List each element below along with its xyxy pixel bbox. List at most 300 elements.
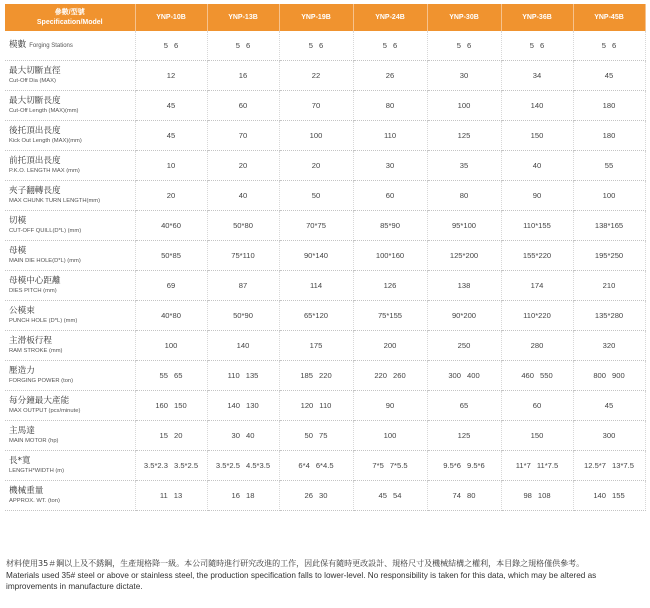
cell-value: 26 bbox=[304, 491, 313, 500]
table-row bbox=[5, 241, 645, 271]
cell-value: 35 bbox=[459, 161, 469, 170]
cell-value: 10 bbox=[166, 161, 176, 170]
cell-value: 40 bbox=[238, 191, 248, 200]
cell-value: 12 bbox=[166, 71, 176, 80]
row-label bbox=[5, 121, 135, 151]
row-label bbox=[5, 61, 135, 91]
cell-value: 3.5*2.3 bbox=[143, 461, 168, 470]
cell-value: 210 bbox=[602, 281, 616, 290]
cell-value: 155*220 bbox=[522, 251, 552, 260]
cell-value: 70 bbox=[238, 131, 248, 140]
row-label-en: LENGTH*WIDTH (m) bbox=[9, 467, 65, 474]
value-cell bbox=[279, 241, 353, 271]
value-cell bbox=[427, 31, 501, 61]
value-cell bbox=[207, 361, 279, 391]
cell-value: 125*200 bbox=[449, 251, 479, 260]
cell-value: 20 bbox=[311, 161, 321, 170]
cell-value: 45 bbox=[604, 401, 614, 410]
cell-value: 100 bbox=[457, 101, 471, 110]
value-cell bbox=[501, 121, 573, 151]
cell-value: 180 bbox=[602, 101, 616, 110]
cell-value: 140 bbox=[530, 101, 544, 110]
value-cell bbox=[573, 451, 645, 481]
value-cell bbox=[501, 91, 573, 121]
cell-value: 11 bbox=[159, 491, 168, 500]
row-label-en: Cut-Off Length (MAX)(mm) bbox=[9, 107, 79, 114]
cell-value: 85*90 bbox=[380, 221, 400, 230]
cell-value: 80 bbox=[385, 101, 395, 110]
value-cell bbox=[207, 241, 279, 271]
row-label-zh: 機械重量 bbox=[9, 485, 44, 496]
value-cell bbox=[501, 211, 573, 241]
row-label-en: Forging Stations bbox=[29, 43, 73, 49]
header-row bbox=[5, 4, 645, 31]
cell-value: 75*110 bbox=[231, 251, 255, 260]
row-label bbox=[5, 211, 135, 241]
cell-value: 125 bbox=[457, 131, 471, 140]
cell-value: 95*100 bbox=[451, 221, 477, 230]
value-cell bbox=[427, 301, 501, 331]
table-row bbox=[5, 151, 645, 181]
value-cell bbox=[207, 391, 279, 421]
cell-value: 45 bbox=[378, 491, 387, 500]
cell-value: 30 bbox=[385, 161, 395, 170]
value-cell bbox=[353, 121, 427, 151]
cell-value: 126 bbox=[383, 281, 397, 290]
cell-value: 70 bbox=[311, 101, 321, 110]
row-label-zh: 後托頂出長度 bbox=[9, 125, 61, 136]
row-label bbox=[5, 391, 135, 421]
cell-value: 174 bbox=[530, 281, 544, 290]
value-cell bbox=[427, 121, 501, 151]
cell-value: 50 bbox=[304, 431, 313, 440]
row-label-en: P.K.O. LENGTH MAX (mm) bbox=[9, 167, 80, 174]
cell-value: 60 bbox=[532, 401, 542, 410]
value-cell bbox=[135, 91, 207, 121]
row-label-zh: 夾子翻轉長度 bbox=[9, 185, 61, 196]
cell-value: 140 bbox=[236, 341, 250, 350]
cell-value: 65*120 bbox=[303, 311, 329, 320]
model-header: YNP-10B bbox=[135, 4, 207, 31]
row-label-en: MAX CHUNK TURN LENGTH(mm) bbox=[9, 197, 101, 204]
cell-value: 90*140 bbox=[303, 251, 329, 260]
cell-value: 50*80 bbox=[233, 221, 253, 230]
row-label bbox=[5, 181, 135, 211]
value-cell bbox=[207, 91, 279, 121]
value-cell bbox=[573, 31, 645, 61]
cell-value: 9.5*6 bbox=[467, 461, 485, 470]
value-cell bbox=[353, 451, 427, 481]
cell-value: 5 bbox=[529, 41, 534, 50]
cell-value: 20 bbox=[174, 431, 183, 440]
cell-value: 40*60 bbox=[161, 221, 181, 230]
table-row bbox=[5, 271, 645, 301]
value-cell bbox=[427, 211, 501, 241]
cell-value: 220 bbox=[374, 371, 387, 380]
row-label-zh: 前托頂出長度 bbox=[9, 155, 61, 166]
row-label-zh: 壓造力 bbox=[9, 365, 35, 376]
cell-value: 34 bbox=[532, 71, 542, 80]
cell-value: 45 bbox=[166, 101, 176, 110]
cell-value: 70*75 bbox=[306, 221, 326, 230]
cell-value: 13 bbox=[173, 491, 183, 500]
cell-value: 74 bbox=[452, 491, 461, 500]
cell-value: 185 bbox=[300, 371, 313, 380]
cell-value: 5 bbox=[456, 41, 461, 50]
value-cell bbox=[573, 91, 645, 121]
value-cell bbox=[135, 451, 207, 481]
table-row bbox=[5, 301, 645, 331]
value-cell bbox=[573, 421, 645, 451]
row-label-en: PUNCH HOLE (D*L) (mm) bbox=[9, 317, 78, 324]
value-cell bbox=[573, 211, 645, 241]
table-row bbox=[5, 121, 645, 151]
value-cell bbox=[207, 121, 279, 151]
cell-value: 90 bbox=[532, 191, 542, 200]
cell-value: 140 bbox=[593, 491, 606, 500]
cell-value: 130 bbox=[246, 401, 259, 410]
value-cell bbox=[427, 481, 501, 511]
cell-value: 100*160 bbox=[375, 251, 405, 260]
value-cell bbox=[353, 61, 427, 91]
cell-value: 460 bbox=[521, 371, 534, 380]
cell-value: 550 bbox=[540, 371, 553, 380]
row-label bbox=[5, 31, 135, 61]
value-cell bbox=[353, 151, 427, 181]
row-label bbox=[5, 151, 135, 181]
cell-value: 135*280 bbox=[594, 311, 624, 320]
cell-value: 60 bbox=[238, 101, 248, 110]
value-cell bbox=[207, 331, 279, 361]
cell-value: 6*4.5 bbox=[315, 461, 334, 470]
value-cell bbox=[573, 271, 645, 301]
row-label-en: MAIN MOTOR (hp) bbox=[9, 437, 59, 444]
cell-value: 98 bbox=[523, 491, 532, 500]
value-cell bbox=[427, 271, 501, 301]
cell-value: 40 bbox=[246, 431, 255, 440]
cell-value: 12.5*7 bbox=[584, 461, 606, 470]
cell-value: 155 bbox=[612, 491, 625, 500]
cell-value: 45 bbox=[166, 131, 176, 140]
value-cell bbox=[501, 361, 573, 391]
cell-value: 54 bbox=[393, 491, 402, 500]
cell-value: 138 bbox=[457, 281, 471, 290]
value-cell bbox=[207, 61, 279, 91]
row-label-zh: 模數 bbox=[9, 40, 27, 50]
row-label-zh: 切模 bbox=[9, 215, 27, 226]
row-label-en: Cut-Off Dia (MAX) bbox=[9, 77, 56, 84]
value-cell bbox=[573, 181, 645, 211]
cell-value: 75*155 bbox=[377, 311, 403, 320]
value-cell bbox=[279, 301, 353, 331]
value-cell bbox=[501, 31, 573, 61]
cell-value: 65 bbox=[174, 371, 183, 380]
value-cell bbox=[501, 301, 573, 331]
value-cell bbox=[427, 451, 501, 481]
model-header: YNP-45B bbox=[573, 4, 645, 31]
cell-value: 22 bbox=[311, 71, 321, 80]
cell-value: 30 bbox=[319, 491, 328, 500]
cell-value: 20 bbox=[238, 161, 248, 170]
value-cell bbox=[207, 151, 279, 181]
cell-value: 100 bbox=[309, 131, 323, 140]
value-cell bbox=[501, 421, 573, 451]
value-cell bbox=[135, 481, 207, 511]
row-label-en: Kick Out Length (MAX)(mm) bbox=[9, 137, 82, 144]
value-cell bbox=[501, 181, 573, 211]
spec-label-zh: 參數/型號 bbox=[54, 8, 85, 16]
cell-value: 9.5*6 bbox=[443, 461, 461, 470]
cell-value: 135 bbox=[245, 371, 259, 380]
row-label-en: RAM STROKE (mm) bbox=[9, 347, 63, 354]
value-cell bbox=[207, 421, 279, 451]
cell-value: 260 bbox=[393, 371, 406, 380]
cell-value: 5 bbox=[382, 41, 387, 50]
value-cell bbox=[353, 181, 427, 211]
cell-value: 6 bbox=[246, 41, 251, 50]
value-cell bbox=[135, 391, 207, 421]
cell-value: 175 bbox=[309, 341, 323, 350]
value-cell bbox=[279, 121, 353, 151]
value-cell bbox=[573, 481, 645, 511]
cell-value: 87 bbox=[238, 281, 248, 290]
cell-value: 26 bbox=[385, 71, 395, 80]
value-cell bbox=[353, 391, 427, 421]
value-cell bbox=[135, 151, 207, 181]
row-label bbox=[5, 361, 135, 391]
cell-value: 120 bbox=[300, 401, 314, 410]
cell-value: 800 bbox=[593, 371, 606, 380]
value-cell bbox=[501, 61, 573, 91]
row-label-zh: 公模束 bbox=[9, 305, 35, 316]
table-row bbox=[5, 421, 645, 451]
row-label-zh: 每分鐘最大產能 bbox=[9, 395, 70, 406]
row-label-zh: 主馬達 bbox=[9, 425, 35, 436]
cell-value: 11*7.5 bbox=[536, 461, 559, 470]
spec-label-en: Specification/Model bbox=[36, 18, 103, 26]
cell-value: 150 bbox=[174, 401, 187, 410]
value-cell bbox=[573, 361, 645, 391]
value-cell bbox=[501, 151, 573, 181]
table-row bbox=[5, 181, 645, 211]
cell-value: 6 bbox=[467, 41, 472, 50]
cell-value: 6*4 bbox=[298, 461, 310, 470]
cell-value: 140 bbox=[227, 401, 240, 410]
value-cell bbox=[353, 91, 427, 121]
cell-value: 5 bbox=[235, 41, 240, 50]
value-cell bbox=[573, 241, 645, 271]
spec-body bbox=[5, 31, 645, 511]
cell-value: 40 bbox=[532, 161, 542, 170]
cell-value: 7*5 bbox=[372, 461, 384, 470]
table-row bbox=[5, 391, 645, 421]
value-cell bbox=[427, 391, 501, 421]
cell-value: 11*7 bbox=[515, 461, 531, 470]
value-cell bbox=[279, 91, 353, 121]
cell-value: 90 bbox=[385, 401, 395, 410]
cell-value: 100 bbox=[164, 341, 178, 350]
footer-note bbox=[6, 558, 646, 593]
value-cell bbox=[279, 481, 353, 511]
value-cell bbox=[279, 391, 353, 421]
cell-value: 138*165 bbox=[594, 221, 624, 230]
row-label-en: MAX OUTPUT (pcs/minute) bbox=[9, 407, 81, 414]
value-cell bbox=[353, 271, 427, 301]
value-cell bbox=[573, 391, 645, 421]
row-label bbox=[5, 331, 135, 361]
value-cell bbox=[353, 31, 427, 61]
cell-value: 180 bbox=[602, 131, 616, 140]
value-cell bbox=[353, 331, 427, 361]
value-cell bbox=[573, 151, 645, 181]
value-cell bbox=[427, 61, 501, 91]
cell-value: 110*155 bbox=[523, 221, 551, 230]
cell-value: 6 bbox=[612, 41, 617, 50]
value-cell bbox=[353, 241, 427, 271]
cell-value: 150 bbox=[530, 431, 544, 440]
cell-value: 110*220 bbox=[523, 311, 551, 320]
cell-value: 16 bbox=[238, 71, 248, 80]
row-label-zh: 最大切斷直徑 bbox=[9, 65, 61, 76]
cell-value: 50*90 bbox=[233, 311, 253, 320]
value-cell bbox=[135, 121, 207, 151]
cell-value: 195*250 bbox=[594, 251, 624, 260]
value-cell bbox=[501, 271, 573, 301]
value-cell bbox=[427, 91, 501, 121]
model-header: YNP-13B bbox=[207, 4, 279, 31]
model-header: YNP-36B bbox=[501, 4, 573, 31]
row-label bbox=[5, 481, 135, 511]
row-label-en: MAIN DIE HOLE(D*L) (mm) bbox=[9, 257, 81, 264]
value-cell bbox=[279, 181, 353, 211]
cell-value: 15 bbox=[159, 431, 168, 440]
value-cell bbox=[353, 211, 427, 241]
value-cell bbox=[135, 331, 207, 361]
value-cell bbox=[207, 271, 279, 301]
value-cell bbox=[135, 31, 207, 61]
value-cell bbox=[427, 151, 501, 181]
cell-value: 7*5.5 bbox=[389, 461, 408, 470]
row-label bbox=[5, 301, 135, 331]
value-cell bbox=[207, 481, 279, 511]
row-label-zh: 最大切斷長度 bbox=[9, 95, 61, 106]
table-row bbox=[5, 451, 645, 481]
value-cell bbox=[207, 301, 279, 331]
cell-value: 250 bbox=[457, 341, 471, 350]
cell-value: 900 bbox=[612, 371, 625, 380]
row-label-en: DIES PITCH (mm) bbox=[9, 287, 57, 294]
row-label-en: APPROX. WT. (ton) bbox=[9, 497, 60, 504]
value-cell bbox=[135, 301, 207, 331]
cell-value: 6 bbox=[174, 41, 179, 50]
cell-value: 160 bbox=[155, 401, 168, 410]
cell-value: 6 bbox=[319, 41, 324, 50]
table-row bbox=[5, 91, 645, 121]
cell-value: 80 bbox=[459, 191, 469, 200]
value-cell bbox=[135, 241, 207, 271]
spec-model-header bbox=[5, 4, 135, 31]
value-cell bbox=[279, 421, 353, 451]
value-cell bbox=[279, 151, 353, 181]
cell-value: 300 bbox=[602, 431, 616, 440]
value-cell bbox=[135, 361, 207, 391]
value-cell bbox=[573, 121, 645, 151]
value-cell bbox=[135, 211, 207, 241]
cell-value: 110 bbox=[383, 131, 397, 140]
value-cell bbox=[135, 181, 207, 211]
value-cell bbox=[501, 481, 573, 511]
model-header: YNP-19B bbox=[279, 4, 353, 31]
value-cell bbox=[427, 181, 501, 211]
row-label-zh: 長*寬 bbox=[9, 455, 31, 466]
row-label bbox=[5, 241, 135, 271]
value-cell bbox=[427, 421, 501, 451]
cell-value: 114 bbox=[309, 281, 323, 290]
value-cell bbox=[207, 211, 279, 241]
value-cell bbox=[279, 361, 353, 391]
cell-value: 16 bbox=[231, 491, 240, 500]
cell-value: 69 bbox=[166, 281, 176, 290]
cell-value: 100 bbox=[602, 191, 616, 200]
footer-note-en: Materials used 35# steel or above or stainless steel, the production specification falls to lower-level. No responsibility is taken for this data, which may be altered as improvements in manufacture dictate. bbox=[6, 570, 597, 591]
cell-value: 65 bbox=[459, 401, 469, 410]
value-cell bbox=[279, 61, 353, 91]
value-cell bbox=[353, 301, 427, 331]
spec-table bbox=[5, 4, 646, 511]
row-label bbox=[5, 271, 135, 301]
cell-value: 6 bbox=[393, 41, 398, 50]
cell-value: 400 bbox=[467, 371, 480, 380]
cell-value: 30 bbox=[459, 71, 469, 80]
row-label bbox=[5, 91, 135, 121]
value-cell bbox=[279, 31, 353, 61]
cell-value: 13*7.5 bbox=[612, 461, 634, 470]
cell-value: 55 bbox=[159, 371, 168, 380]
model-header: YNP-30B bbox=[427, 4, 501, 31]
table-row bbox=[5, 481, 645, 511]
cell-value: 6 bbox=[540, 41, 545, 50]
cell-value: 45 bbox=[604, 71, 614, 80]
cell-value: 108 bbox=[537, 491, 551, 500]
cell-value: 4.5*3.5 bbox=[246, 461, 271, 470]
value-cell bbox=[573, 301, 645, 331]
value-cell bbox=[353, 481, 427, 511]
cell-value: 200 bbox=[383, 341, 397, 350]
value-cell bbox=[353, 421, 427, 451]
value-cell bbox=[427, 361, 501, 391]
cell-value: 280 bbox=[530, 341, 544, 350]
row-label bbox=[5, 421, 135, 451]
cell-value: 5 bbox=[601, 41, 606, 50]
value-cell bbox=[279, 331, 353, 361]
value-cell bbox=[501, 241, 573, 271]
value-cell bbox=[135, 271, 207, 301]
cell-value: 5 bbox=[163, 41, 168, 50]
value-cell bbox=[279, 271, 353, 301]
value-cell bbox=[279, 451, 353, 481]
cell-value: 110 bbox=[319, 401, 332, 410]
value-cell bbox=[573, 61, 645, 91]
value-cell bbox=[135, 421, 207, 451]
cell-value: 110 bbox=[227, 371, 240, 380]
cell-value: 5 bbox=[308, 41, 313, 50]
value-cell bbox=[135, 61, 207, 91]
value-cell bbox=[207, 451, 279, 481]
cell-value: 100 bbox=[383, 431, 397, 440]
cell-value: 90*200 bbox=[451, 311, 477, 320]
table-row bbox=[5, 211, 645, 241]
value-cell bbox=[279, 211, 353, 241]
